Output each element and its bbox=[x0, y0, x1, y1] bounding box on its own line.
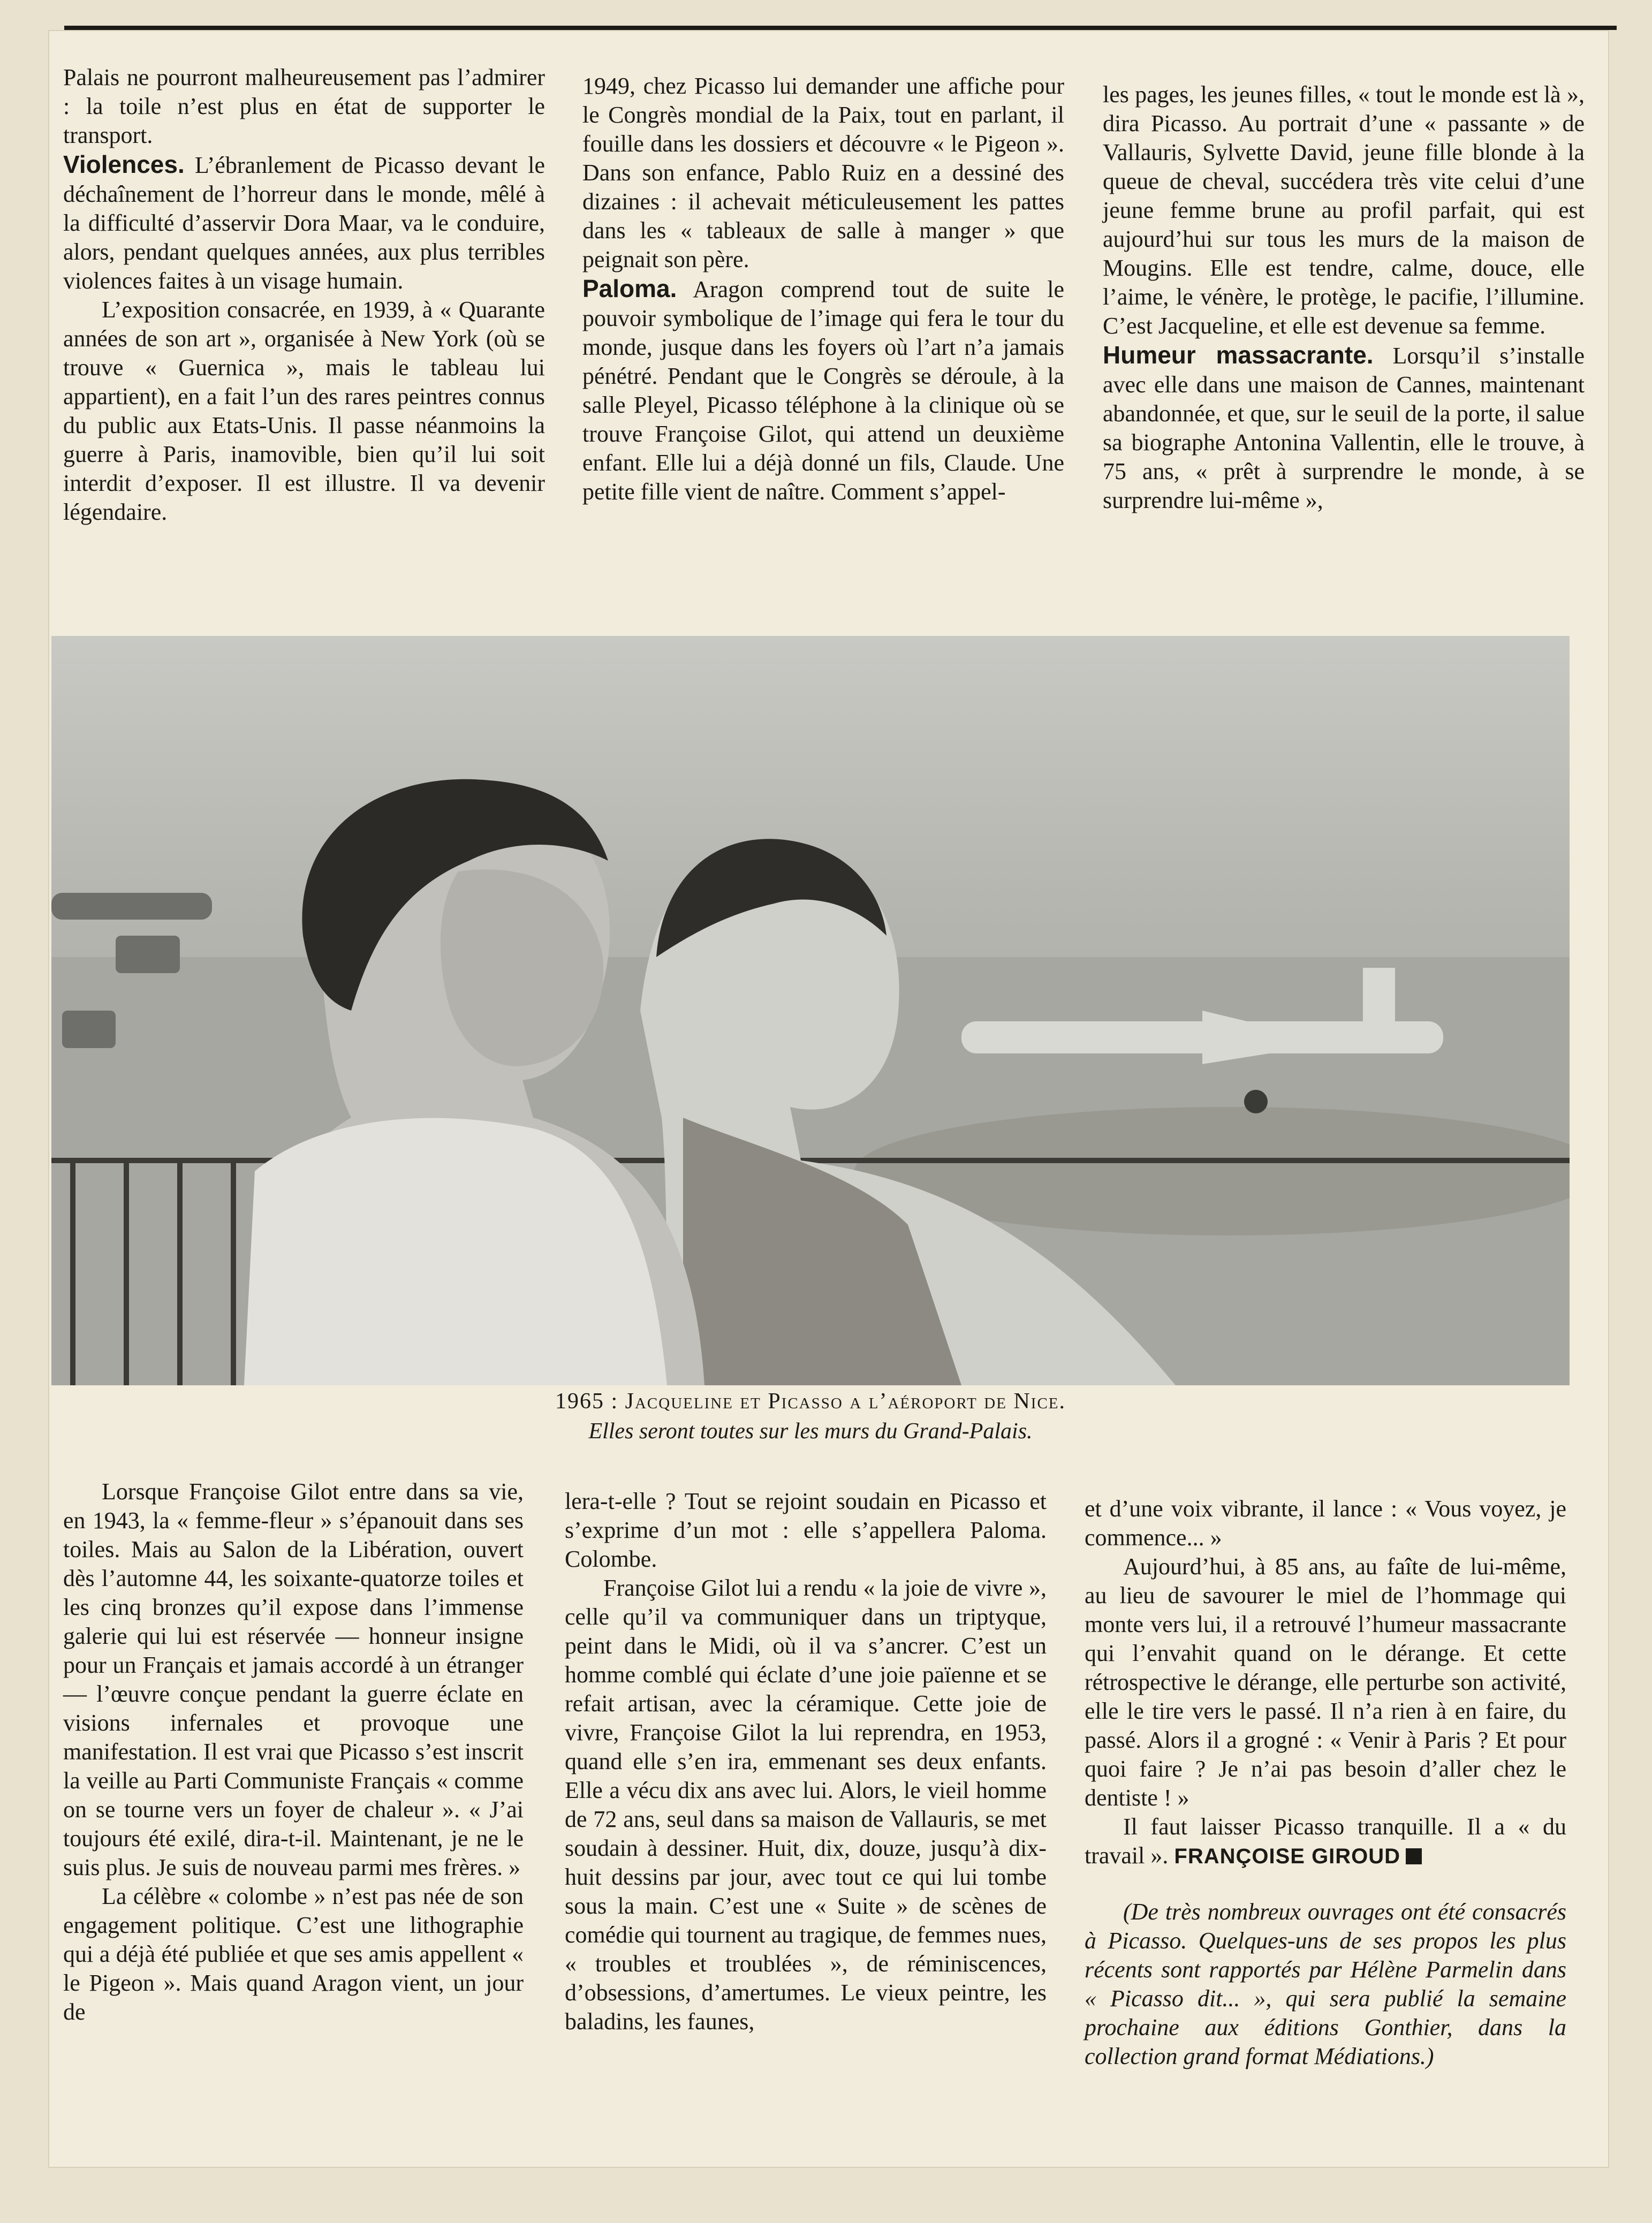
photograph bbox=[51, 636, 1570, 1385]
lower-column-3 bbox=[1085, 1494, 1566, 2071]
end-mark-icon bbox=[1406, 1848, 1422, 1864]
lower-column-1 bbox=[63, 1477, 524, 2027]
paragraph: Françoise Gilot lui a rendu « la joie de vivre », celle qu’il va communiquer dans un triptyque, peint dans le Midi, où il va s’ancrer. C’est un homme comblé qui éclate d’une joie païenne et se refait artisan, avec la céramique. Cette joie de vivre, Françoise Gilot la lui reprendra, en 1953, quand elle s’en ira, emmenant ses deux enfants. Elle a vécu dix ans avec lui. Alors, le vieil homme de 72 ans, seul dans sa maison de Vallauris, se met soudain à dessiner. Huit, dix, douze, jusqu’à dix-huit dessins par jour, avec tout ce qui lui tombe sous la main. C’est une « Suite » de scènes de comédie qui tournent au tragique, de femmes nues, « troubles et troublées », de réminiscences, d’obsessions, d’amertumes. Le vieux peintre, les baladins, les faunes, bbox=[565, 1575, 1047, 2035]
paragraph: La célèbre « colombe » n’est pas née de son engagement politique. C’est une lithographie qui a déjà été publiée et que ses amis appellent « le Pigeon ». Mais quand Aragon vient, un jour de bbox=[63, 1883, 524, 2025]
paragraph: Lorsque Françoise Gilot entre dans sa vie, en 1943, la « femme-fleur » s’épanouit dans ses toiles. Mais au Salon de la Libération, ouvert dès l’automne 44, les soixante-quatorze toiles et les cinq bronzes qu’il expose dans l’immense galerie qui lui est réservée — honneur insigne pour un Français et jamais accordé à un étranger — l’œuvre conçue pendant la guerre éclate en visions infernales et provoque une manifestation. Il est vrai que Picasso s’est inscrit la veille au Parti Communiste Français « comme on se tourne vers un foyer de chaleur ». « J’ai toujours été exilé, dira-t-il. Maintenant, je ne le suis plus. Je suis de nouveau parmi mes frères. » bbox=[63, 1478, 524, 1880]
footnote: (De très nombreux ouvrages ont été consacrés à Picasso. Quelques-uns de ses propos les plus récents sont rapportés par Hélène Parmelin dans « Picasso dit... », qui sera publié la semaine prochaine aux éditions Gonthier, dans la collection grand format Médiations.) bbox=[1085, 1899, 1566, 2069]
caption-subtitle: Elles seront toutes sur les murs du Grand-Palais. bbox=[588, 1419, 1033, 1444]
paragraph: Humeur massacrante. Lorsqu’il s’installe avec elle dans une maison de Cannes, maintenant abandonnée, et que, sur le seuil de la porte, il salue sa biographe Antonina Vallentin, elle le trouve, à 75 ans, « prêt à surprendre le monde, à se surprendre lui-même », bbox=[1103, 341, 1585, 513]
caption-title: 1965 : Jacqueline et Picasso a l’aéroport de Nice. bbox=[555, 1389, 1066, 1414]
paragraph: et d’une voix vibrante, il lance : « Vous voyez, je commence... » bbox=[1085, 1496, 1566, 1551]
paragraph: Palais ne pourront malheureusement pas l’admirer : la toile n’est plus en état de supporter le transport. bbox=[63, 64, 545, 148]
upper-column-2 bbox=[582, 72, 1064, 506]
upper-column-3 bbox=[1103, 80, 1585, 515]
upper-column-1 bbox=[63, 63, 545, 527]
paragraph: Violences. L’ébranlement de Picasso devant le déchaînement de l’horreur dans le monde, mêlé à la difficulté d’asservir Dora Maar, va le conduire, alors, pendant quelques années, aux plus terribles violences faites à un visage humain. bbox=[63, 150, 545, 294]
top-rule bbox=[64, 26, 1617, 30]
paragraph: les pages, les jeunes filles, « tout le monde est là », dira Picasso. Au portrait d’une « passante » de Vallauris, Sylvette David, jeune fille blonde à la queue de cheval, succédera très vite celui d’une jeune femme brune au profil parfait, qui est aujourd’hui sur tous les murs de la maison de Mougins. Elle est tendre, calme, douce, elle l’aime, le vénère, le protège, le pacifie, l’illumine. C’est Jacqueline, et elle est devenue sa femme. bbox=[1103, 81, 1585, 339]
section-lead: Paloma. bbox=[582, 275, 677, 302]
paragraph: Il faut laisser Picasso tranquille. Il a « du travail ». FRANÇOISE GIROUD bbox=[1085, 1814, 1566, 1869]
photo-illustration bbox=[51, 636, 1570, 1385]
lower-column-2 bbox=[565, 1487, 1047, 2036]
paragraph: Paloma. Aragon comprend tout de suite le pouvoir symbolique de l’image qui fera le tour du monde, jusque dans les foyers où l’art n’a jamais pénétré. Pendant que le Congrès se déroule, à la salle Pleyel, Picasso téléphone à la clinique où se trouve Françoise Gilot, qui attend un deuxième enfant. Elle lui a déjà donné un fils, Claude. Une petite fille vient de naître. Comment s’appel- bbox=[582, 275, 1064, 505]
section-lead: Violences. bbox=[63, 150, 185, 178]
author-signature: FRANÇOISE GIROUD bbox=[1174, 1845, 1401, 1868]
paragraph: Aujourd’hui, à 85 ans, au faîte de lui-même, au lieu de savourer le miel de l’hommage qui monte vers lui, il a retrouvé l’humeur massacrante qui l’envahit quand on le dérange. Et cette rétrospective le dérange, elle perturbe son activité, elle le tire vers le passé. Il n’a rien à en faire, du passé. Alors il a grogné : « Venir à Paris ? Et pour quoi faire ? Je n’ai pas besoin d’aller chez le dentiste ! » bbox=[1085, 1553, 1566, 1811]
paragraph: lera-t-elle ? Tout se rejoint soudain en Picasso et s’exprime d’un mot : elle s’appellera Paloma. Colombe. bbox=[565, 1488, 1047, 1572]
paragraph: 1949, chez Picasso lui demander une affiche pour le Congrès mondial de la Paix, tout en parlant, il fouille dans les dossiers et découvre « le Pigeon ». Dans son enfance, Pablo Ruiz en a dessiné des dizaines : il achevait méticuleusement les pattes dans les « tableaux de salle à manger » que peignait son père. bbox=[582, 73, 1064, 272]
paragraph: L’exposition consacrée, en 1939, à « Quarante années de son art », organisée à New York (où se trouve « Guernica », mais le tableau lui appartient), en a fait l’un des rares peintres connus du public aux Etats-Unis. Il passe néanmoins la guerre à Paris, inamovible, bien qu’il lui soit interdit d’exposer. Il est illustre. Il va devenir légendaire. bbox=[63, 297, 545, 525]
section-lead: Humeur massacrante. bbox=[1103, 341, 1374, 369]
photo-caption bbox=[51, 1386, 1570, 1446]
